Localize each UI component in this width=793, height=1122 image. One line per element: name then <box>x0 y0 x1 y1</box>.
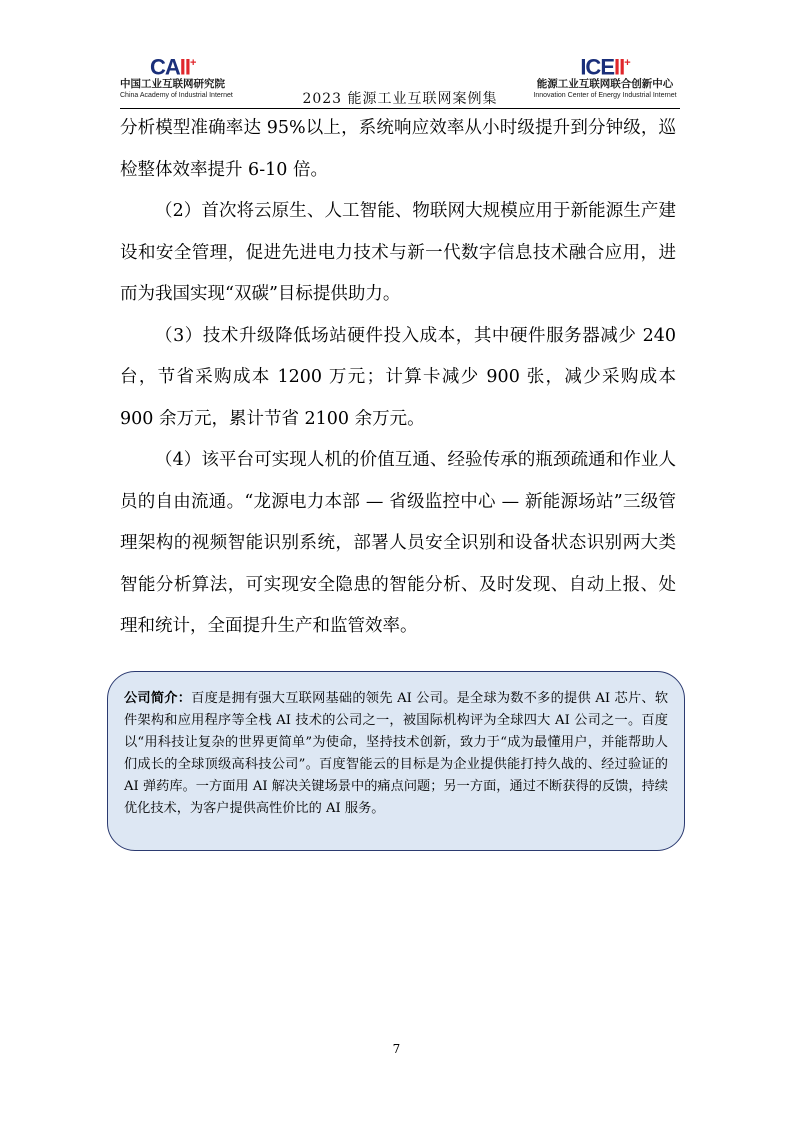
paragraph: （2）首次将云原生、人工智能、物联网大规模应用于新能源生产建设和安全管理，促进先进电力技术与新一代数字信息技术融合应用，进而为我国实现“双碳”目标提供助力。 <box>120 201 676 304</box>
company-intro-label: 公司简介： <box>124 691 192 706</box>
iceii-name-en: Innovation Center of Energy Industrial Internet <box>533 92 677 100</box>
page-header <box>120 52 680 106</box>
paragraph: （4）该平台可实现人机的价值互通、经验传承的瓶颈疏通和作业人员的自由流通。“龙源电力本部 — 省级监控中心 — 新能源场站”三级管理架构的视频智能识别系统，部署人员安全识别和设备状态识别两大类智能分析算法，可实现安全隐患的智能分析、及时发现、自动上报、处理和统计，全面提升生产和监管效率。 <box>120 450 676 636</box>
header-title: 2023 能源工业互联网案例集 <box>302 91 498 107</box>
iceii-name-cn: 能源工业互联网联合创新中心 <box>536 78 674 91</box>
caii-name-en: China Academy of Industrial Internet <box>120 92 233 100</box>
company-intro-box <box>107 671 685 851</box>
paragraph: （3）技术升级降低场站硬件投入成本，其中硬件服务器减少 240 台，节省采购成本 1200 万元；计算卡减少 900 张，减少采购成本 900 余万元，累计节省 2100 余万元。 <box>120 325 676 429</box>
body-text <box>120 108 676 648</box>
paragraph: 分析模型准确率达 95%以上，系统响应效率从小时级提升到分钟级，巡检整体效率提升 6-10 倍。 <box>120 118 676 180</box>
iceii-logo: ICEII+ 能源工业互联网联合创新中心 Innovation Center of Energy Industrial Internet <box>530 52 680 102</box>
page-number: 7 <box>392 1042 401 1056</box>
caii-logo: CAII+ 中国工业互联网研究院 China Academy of Industrial Internet <box>120 52 260 102</box>
caii-name-cn: 中国工业互联网研究院 <box>120 78 225 91</box>
company-intro-text: 百度是拥有强大互联网基础的领先 AI 公司。是全球为数不多的提供 AI 芯片、软件架构和应用程序等全栈 AI 技术的公司之一，被国际机构评为全球四大 AI 公司之一。百度以“用科技让复杂的世界更简单”为使命，坚持技术创新，致力于“成为最懂用户，并能帮助人们成长的全球顶级高科技公司”。百度智能云的目标是为企业提供能打持久战的、经过验证的 AI 弹药库。一方面用 AI 解决关键场景中的痛点问题；另一方面，通过不断获得的反馈，持续优化技术，为客户提供高性价比的 AI 服务。 <box>124 691 669 816</box>
company-intro <box>124 688 668 820</box>
